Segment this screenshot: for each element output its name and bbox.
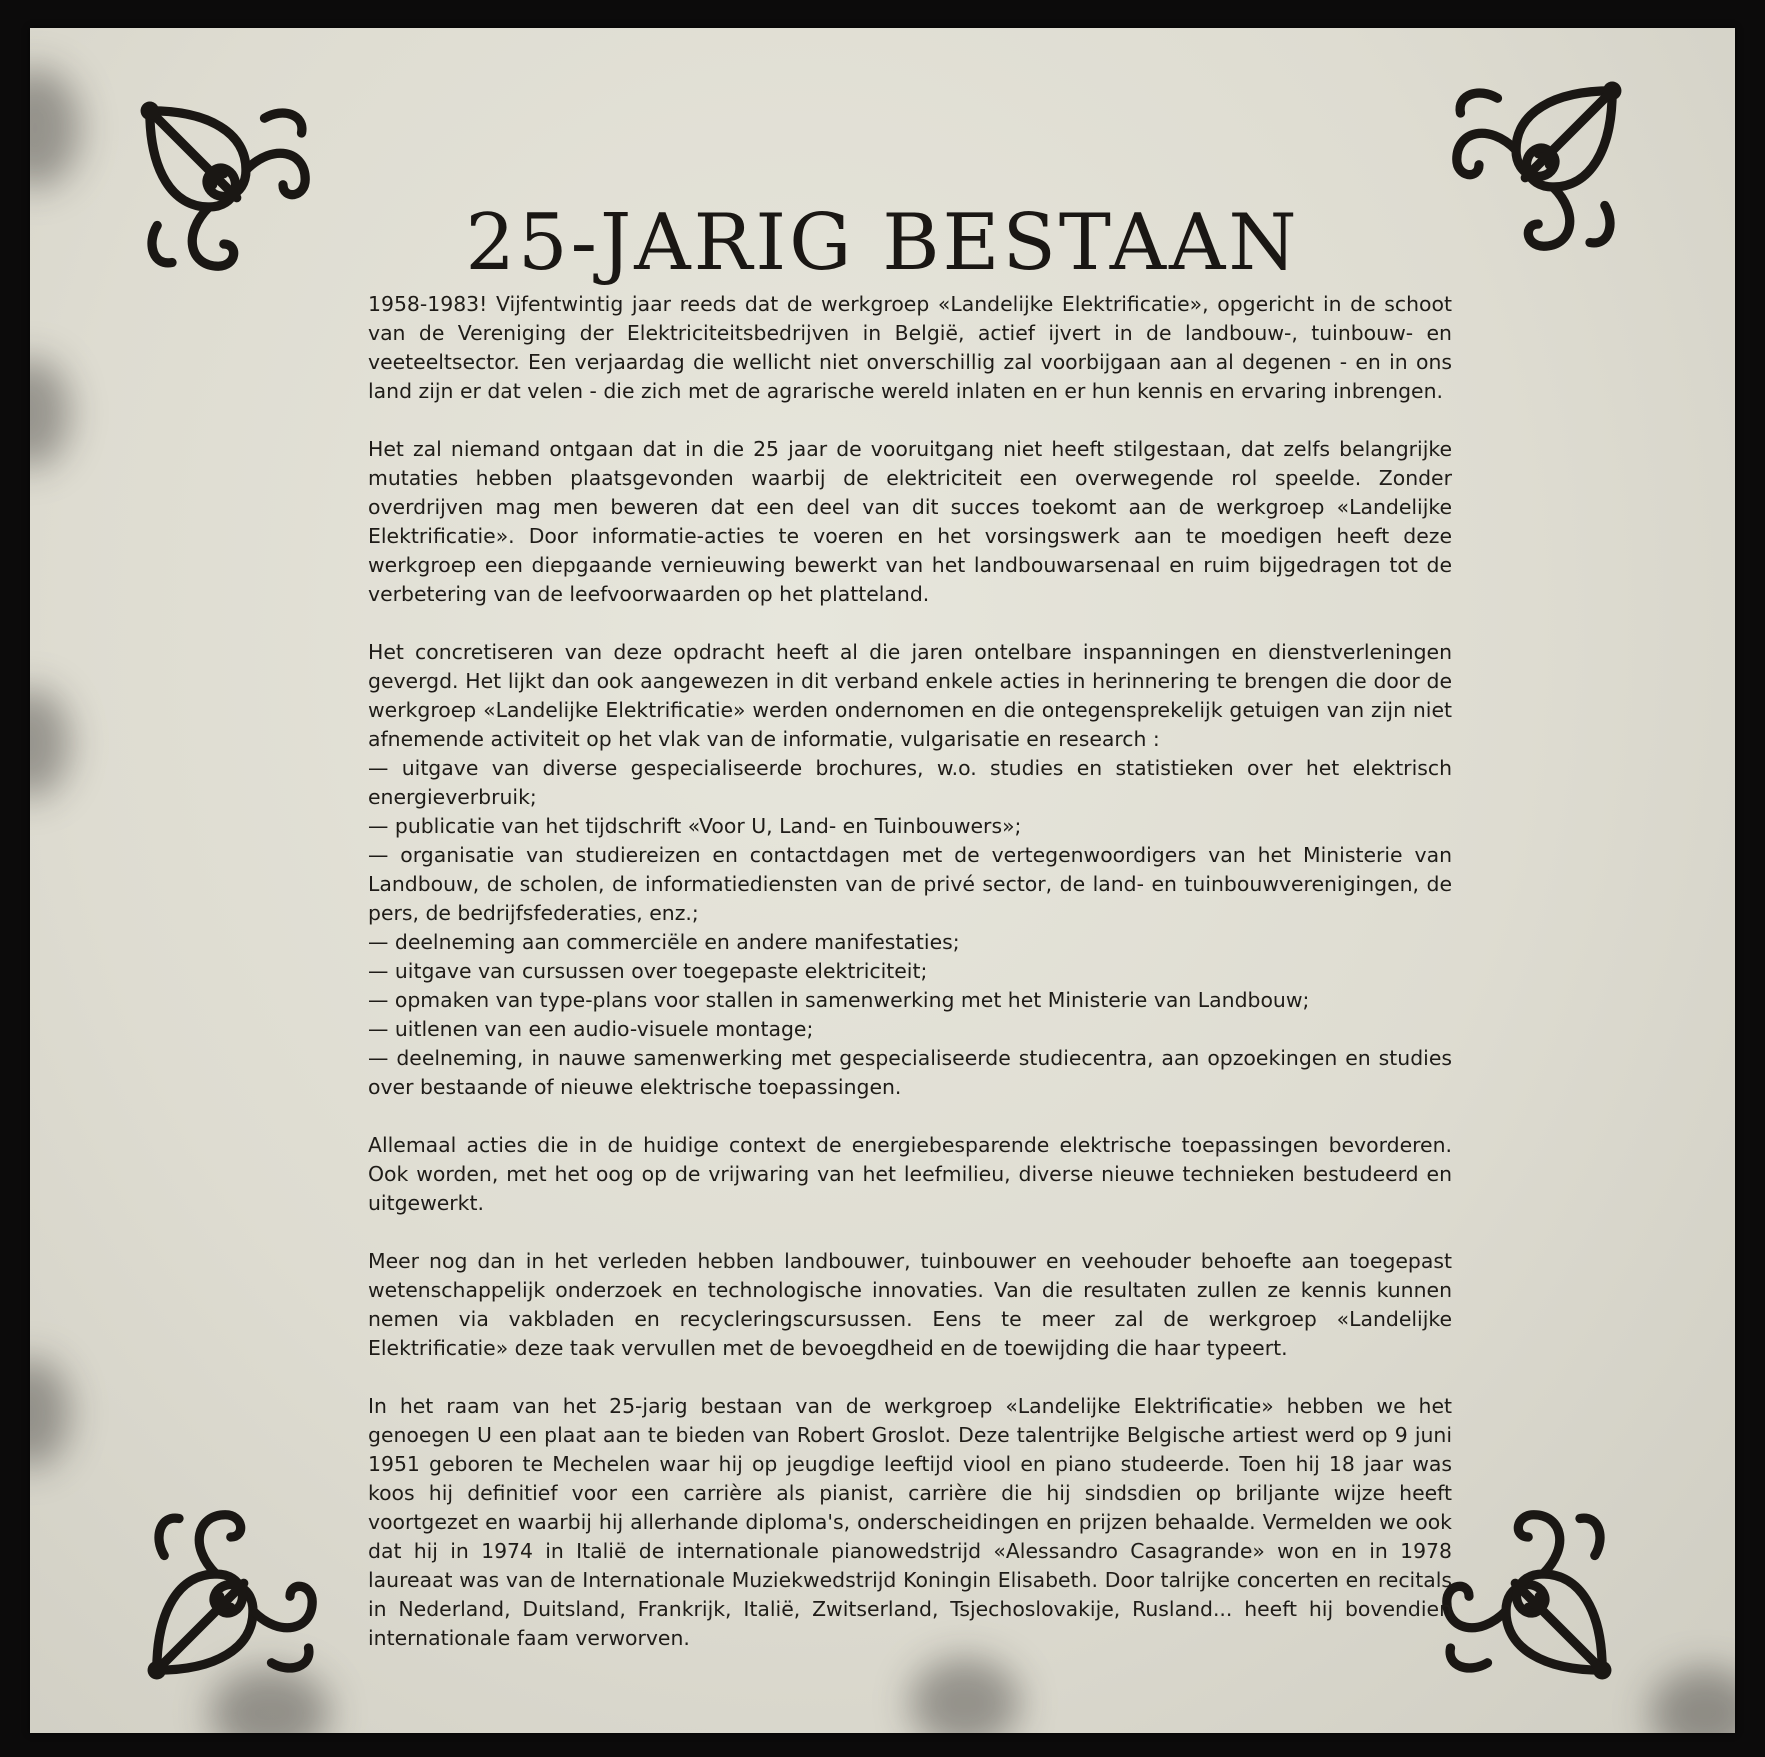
list-item: — opmaken van type-plans voor stallen in samenwerking met het Ministerie van Landbouw; (368, 988, 1310, 1012)
paragraph: 1958-1983! Vijfentwintig jaar reeds dat de werkgroep «Landelijke Elektrificatie», opgericht in de schoot van de Vereniging der Elektriciteitsbedrijven in België, actief ijvert in de landbouw-, tuinbouw- en veeteeltsector. Een verjaardag die wellicht niet onverschillig zal voorbijgaan aan al degenen - en in ons land zijn er dat velen - die zich met de agrarische wereld inlaten en er hun kennis en ervaring inbrengen. (368, 292, 1452, 403)
corner-ornament-icon (1432, 1500, 1617, 1685)
holder-shadow (30, 688, 70, 798)
body-text (368, 290, 1452, 1682)
page-title: 25-JARIG BESTAAN (465, 198, 1300, 289)
paragraph: In het raam van het 25-jarig bestaan van de werkgroep «Landelijke Elektrificatie» hebben we het genoegen U een plaat aan te bieden van Robert Groslot. Deze talentrijke Belgische artiest werd op 9 juni 1951 geboren te Mechelen waar hij op jeugdige leeftijd viool en piano studeerde. Toen hij 18 jaar was koos hij definitief voor een carrière als pianist, carrière die hij sindsdien op briljante wijze heeft voortgezet en waarbij hij allerhande diploma's, onderscheidingen en prijzen behaalde. Vermelden we ook dat hij in 1974 in Italië de internationale pianowedstrijd «Alessandro Casagrande» won en in 1978 laureaat was van de Internationale Muziekwedstrijd Koningin Elisabeth. Door talrijke concerten en recitals in Nederland, Duitsland, Frankrijk, Italië, Zwitserland, Tsjechoslovakije, Rusland... heeft hij bovendien internationale faam verworven. (368, 1394, 1452, 1650)
list-item: — organisatie van studiereizen en contactdagen met de vertegenwoordigers van het Ministerie van Landbouw, de scholen, de informatiediensten van de privé sector, de land- en tuinbouwverenigingen, de pers, de bedrijfsfederaties, enz.; (368, 843, 1452, 925)
list-item: — publicatie van het tijdschrift «Voor U, Land- en Tuinbouwers»; (368, 814, 1022, 838)
list-item: — deelneming, in nauwe samenwerking met gespecialiseerde studiecentra, aan opzoekingen en studies over bestaande of nieuwe elektrische toepassingen. (368, 1046, 1452, 1099)
holder-shadow (1650, 1668, 1735, 1733)
holder-shadow (30, 68, 80, 188)
paragraph: Meer nog dan in het verleden hebben landbouwer, tuinbouwer en veehouder behoefte aan toegepast wetenschappelijk onderzoek en technologische innovaties. Van die resultaten zullen ze kennis kunnen nemen via vakbladen en recycleringscursussen. Eens te meer zal de werkgroep «Landelijke Elektrificatie» deze taak vervullen met de bevoegdheid en de toewijding die haar typeert. (368, 1249, 1452, 1360)
paragraph: Het concretiseren van deze opdracht heeft al die jaren ontelbare inspanningen en dienstverleningen gevergd. Het lijkt dan ook aangewezen in dit verband enkele acties in herinnering te brengen die door de werkgroep «Landelijke Elektrificatie» werden ondernomen en die ontegensprekelijk getuigen van zijn niet afnemende activiteit op het vlak van de informatie, vulgarisatie en research : (368, 640, 1452, 751)
record-sleeve-sheet (30, 28, 1735, 1733)
holder-shadow (30, 358, 70, 468)
paragraph: Het zal niemand ontgaan dat in die 25 jaar de vooruitgang niet heeft stilgestaan, dat zelfs belangrijke mutaties hebben plaatsgevonden waarbij de elektriciteit een overwegende rol speelde. Zonder overdrijven mag men beweren dat een deel van dit succes toekomt aan de werkgroep «Landelijke Elektrificatie». Door informatie-acties te voeren en het vorsingswerk aan te moedigen heeft deze werkgroep een diepgaande vernieuwing bewerkt van het landbouwarsenaal en ruim bijgedragen tot de verbetering van de leefvoorwaarden op het platteland. (368, 437, 1452, 606)
paragraph: Allemaal acties die in de huidige context de energiebesparende elektrische toepassingen bevorderen. Ook worden, met het oog op de vrijwaring van het leefmilieu, diverse nieuwe technieken bestudeerd en uitgewerkt. (368, 1133, 1452, 1215)
list-item: — deelneming aan commerciële en andere manifestaties; (368, 930, 960, 954)
list-item: — uitgave van cursussen over toegepaste elektriciteit; (368, 959, 928, 983)
holder-shadow (30, 1358, 70, 1468)
corner-ornament-icon (142, 1500, 327, 1685)
list-item: — uitlenen van een audio-visuele montage; (368, 1017, 814, 1041)
list-item: — uitgave van diverse gespecialiseerde brochures, w.o. studies en statistieken over het elektrisch energieverbruik; (368, 756, 1452, 809)
